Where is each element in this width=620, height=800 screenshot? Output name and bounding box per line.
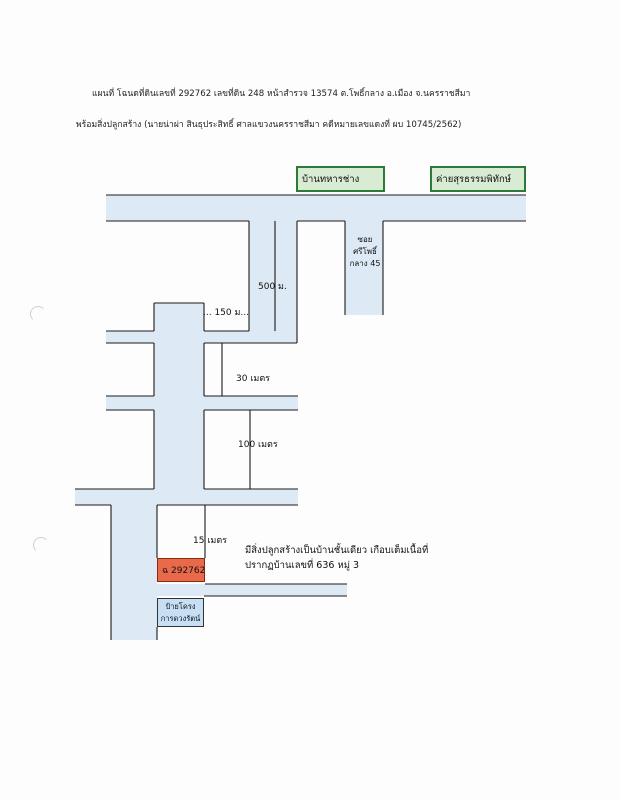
sign-box [157,598,204,627]
left-stub-road [106,331,154,343]
map-title-line-2: พร้อมสิ่งปลูกสร้าง (นายน่าผ่า สินธุประสิทธิ์ ศาลแขวงนครราชสีมา คดีหมายเลขแดงที่ ผบ 10745/2562) [76,120,462,130]
soi-label-line-2: ศรีโพธิ์ [353,247,377,256]
landmark-army-house: บ้านทหารช่าง [296,166,385,192]
road-fills [75,195,526,640]
road-30m [106,396,298,410]
map-title-line-1: แผนที่ โฉนดที่ดินเลขที่ 292762 เลขที่ดิน 248 หน้าสำรวจ 13574 ต.โพธิ์กลาง อ.เมือง จ.นครราชสีมา [92,89,471,99]
distance-15m-label: 15 เมตร [193,536,228,546]
building-note-line-1: มีสิ่งปลูกสร้างเป็นบ้านชั้นเดียว เกือบเต็มเนื้อที่ [245,545,429,556]
sign-line-2: การดวงรัตน์ [160,613,201,623]
lower-road [75,489,298,505]
landmark-camp: ค่ายสุรธรรมพิทักษ์ [430,166,526,192]
soi-label [347,234,383,270]
parcel-292762: ฉ 292762 [157,558,205,582]
punch-hole-mark-top [30,306,46,322]
soi-label-line-3: กลาง 45 [349,259,381,268]
punch-hole-mark-bottom [33,537,49,553]
distance-500m-label: 500 ม. [258,282,287,292]
distance-100m-label: 100 เมตร [238,440,278,450]
distance-150m-label: ... 150 ม... [203,308,249,318]
soi-label-line-1: ซอย [357,235,373,244]
sign-line-1: ป้ายโครง [165,601,196,611]
building-note [245,543,428,573]
distance-30m-label: 30 เมตร [236,374,271,384]
bottom-vertical-road [111,505,157,640]
bottom-horizontal-road [157,584,347,596]
building-note-line-2: ปรากฏบ้านเลขที่ 636 หมู่ 3 [245,560,360,571]
main-road-top [106,195,526,221]
